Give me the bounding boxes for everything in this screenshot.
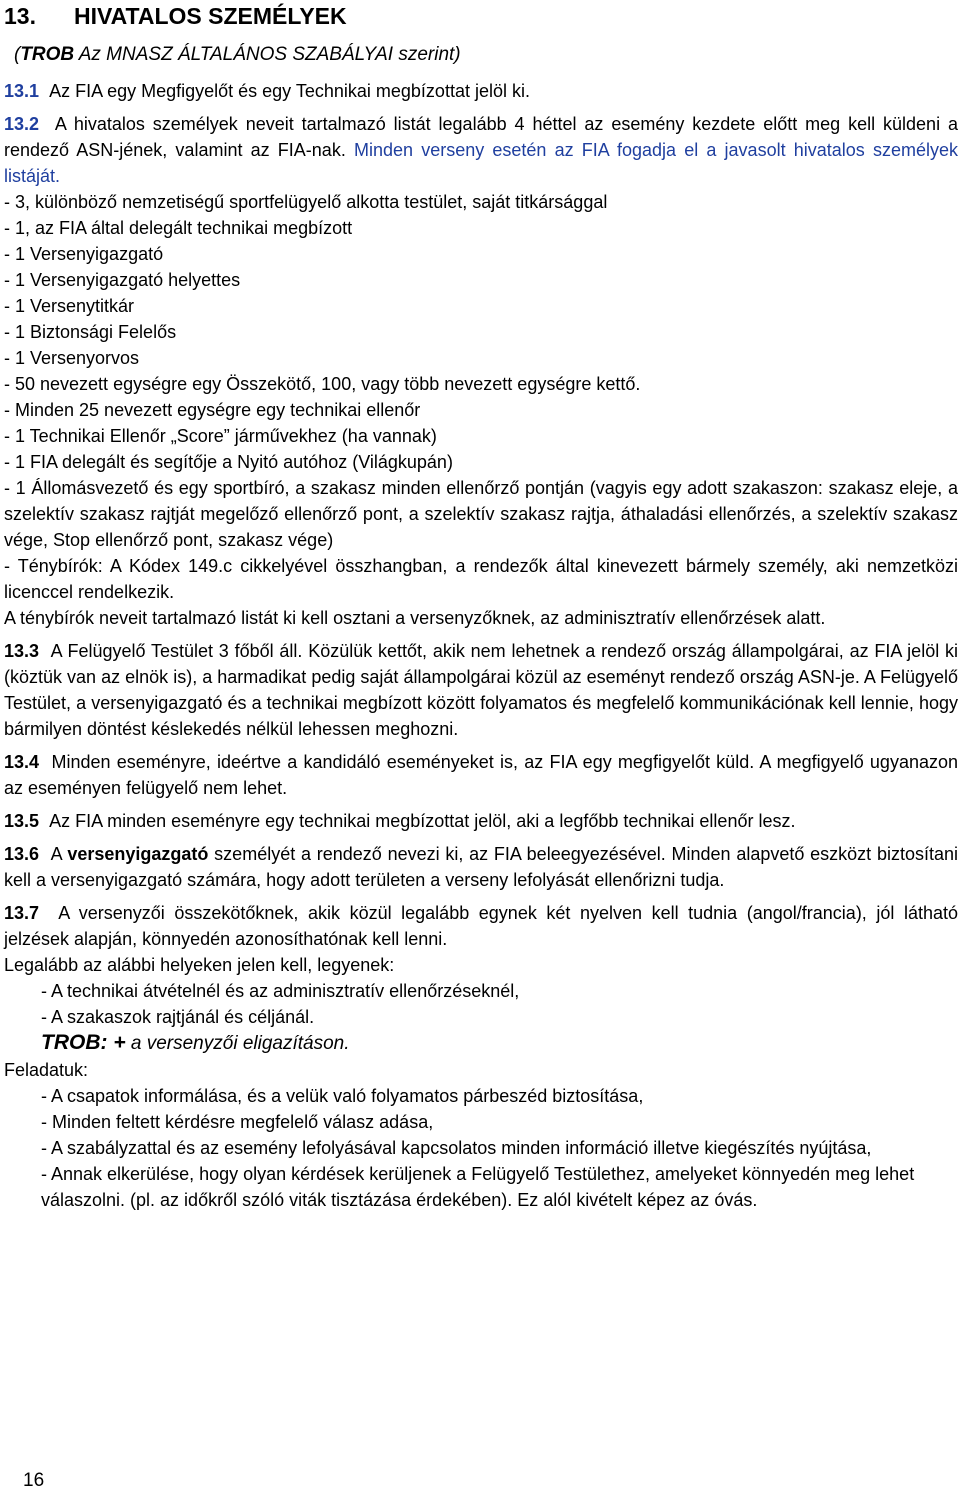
list-item: - 1 Versenyigazgató helyettes bbox=[4, 270, 241, 290]
paragraph-13-2 bbox=[4, 111, 958, 189]
heading-number: 13. bbox=[4, 3, 36, 29]
trob-subheading: (TROB Az MNASZ ÁLTALÁNOS SZABÁLYAI szerint) bbox=[14, 44, 461, 65]
section-number: 13.2 bbox=[4, 114, 40, 134]
paragraph-text: Az FIA minden eseményre egy technikai megbízottat jelöl, aki a legfőbb technikai ellenőr lesz. bbox=[49, 811, 796, 831]
bold-term: versenyigazgató bbox=[67, 844, 209, 864]
page-number: 16 bbox=[23, 1470, 45, 1491]
list-item: - 1 Versenyorvos bbox=[4, 348, 140, 368]
section-number: 13.4 bbox=[4, 752, 40, 772]
heading-title: HIVATALOS SZEMÉLYEK bbox=[74, 3, 347, 29]
paragraph-text: A hivatalos személyek neveit tartalmazó listát legalább 4 héttel az esemény kezdete előtt meg kell küldeni a rendező ASN-jének, valamint az FIA-nak. bbox=[4, 114, 958, 160]
paragraph-13-1 bbox=[4, 78, 958, 104]
paragraph-13-5 bbox=[4, 808, 958, 834]
section-number: 13.5 bbox=[4, 811, 40, 831]
list-item: - 1 Versenyigazgató bbox=[4, 244, 164, 264]
list-item: - 1 Versenytitkár bbox=[4, 296, 135, 316]
list-item: - Minden 25 nevezett egységre egy technikai ellenőr bbox=[4, 400, 421, 420]
trob-note: TROB: + a versenyzői eligazításon. bbox=[41, 1031, 350, 1054]
paragraph-text: A versenyzői összekötőknek, akik közül legalább egynek két nyelven kell tudnia (angol/francia), jól látható jelzések alapján, könnyedén azonosíthatónak kell lenni. bbox=[4, 903, 958, 949]
list-item: - A technikai átvételnél és az adminisztratív ellenőrzéseknél, bbox=[41, 981, 520, 1001]
paragraph-text: Minden eseményre, ideértve a kandidáló eseményeket is, az FIA egy megfigyelőt küld. A megfigyelő ugyanazon az eseményen felügyelő nem lehet. bbox=[4, 752, 958, 798]
paragraph-13-6: 13.6 A versenyigazgató személyét a rendező nevezi ki, az FIA beleegyezésével. Minden alapvető eszközt biztosítani kell a versenyigazgató számára, hogy adott területen a verseny lefolyását ellenőrizni tudja. bbox=[4, 844, 958, 890]
section-number: 13.7 bbox=[4, 903, 40, 923]
paragraph-text: A ténybírók neveit tartalmazó listát ki kell osztani a versenyzőknek, az adminisztratív ellenőrzések alatt. bbox=[4, 608, 826, 628]
trob-prefix: TROB bbox=[20, 44, 75, 65]
list-item: - 1, az FIA által delegált technikai megbízott bbox=[4, 218, 353, 238]
list-item: - A szakaszok rajtjánál és céljánál. bbox=[41, 1007, 315, 1027]
places-intro: Legalább az alábbi helyeken jelen kell, legyenek: bbox=[4, 955, 395, 975]
paragraph-text: A Felügyelő Testület 3 főből áll. Közülük kettőt, akik nem lehetnek a rendező ország állampolgárai, az FIA jelöl ki (köztük van az elnök is), a harmadikat pedig saját állampolgárai közül az eseményt rendező ország ASN-je. A Felügyelő Testület, a versenyigazgató és a technikai megbízott között folyamatos és megfelelő kommunikációnak kell lennie, hogy bármilyen döntést késlekedés nélkül lehessen meghozni. bbox=[4, 641, 958, 739]
list-item: - A csapatok informálása, és a velük való folyamatos párbeszéd biztosítása, bbox=[41, 1086, 644, 1106]
list-item: - Minden feltett kérdésre megfelelő válasz adása, bbox=[41, 1112, 434, 1132]
list-item: - Annak elkerülése, hogy olyan kérdések kerüljenek a Felügyelő Testülethez, amelyeket könnyedén meg lehet válaszolni. (pl. az időkről szóló viták tisztázása érdekében). Ez alól kivételt képez az óvás. bbox=[41, 1164, 915, 1210]
section-number: 13.3 bbox=[4, 641, 40, 661]
list-item: - 1 Biztonsági Felelős bbox=[4, 322, 177, 342]
trob-label: TROB: + bbox=[41, 1031, 126, 1054]
list-item: - 1 Technikai Ellenőr „Score” járművekhez (ha vannak) bbox=[4, 426, 437, 446]
subheading-text: Az MNASZ ÁLTALÁNOS SZABÁLYAI szerint bbox=[74, 44, 455, 65]
list-item: - 1 Állomásvezető és egy sportbíró, a szakasz minden ellenőrző pontján (vagyis egy adott szakaszon: szakasz eleje, a szelektív szakasz rajtját megelőző ellenőrző pont, a szelektív szakasz rajtja, áthaladási ellenőrzés, a szelektív szakasz vége, Stop ellenőrző pont, szakasz vége) bbox=[4, 478, 958, 550]
section-number: 13.1 bbox=[4, 81, 40, 101]
paragraph-13-7 bbox=[4, 900, 958, 952]
document-body bbox=[4, 78, 958, 1213]
list-item: - A szabályzattal és az esemény lefolyásával kapcsolatos minden információ illetve kiegészítés nyújtása, bbox=[41, 1138, 872, 1158]
list-item: - 50 nevezett egységre egy Összekötő, 100, vagy több nevezett egységre kettő. bbox=[4, 374, 641, 394]
paragraph-13-3 bbox=[4, 638, 958, 742]
tasks-intro: Feladatuk: bbox=[4, 1060, 89, 1080]
paragraph-text: Az FIA egy Megfigyelőt és egy Technikai megbízottat jelöl ki. bbox=[49, 81, 530, 101]
section-heading bbox=[4, 3, 347, 30]
highlighted-text: Minden verseny esetén az FIA fogadja el a javasolt hivatalos személyek listáját. bbox=[4, 140, 958, 186]
list-item: - 3, különböző nemzetiségű sportfelügyelő alkotta testület, saját titkársággal bbox=[4, 192, 608, 212]
section-number: 13.6 bbox=[4, 844, 40, 864]
list-item: - 1 FIA delegált és segítője a Nyitó autóhoz (Világkupán) bbox=[4, 452, 453, 472]
paragraph-13-4 bbox=[4, 749, 958, 801]
list-item: - Ténybírók: A Kódex 149.c cikkelyével összhangban, a rendezők által kinevezett bármely személy, aki nemzetközi licenccel rendelkezik. bbox=[4, 556, 958, 602]
